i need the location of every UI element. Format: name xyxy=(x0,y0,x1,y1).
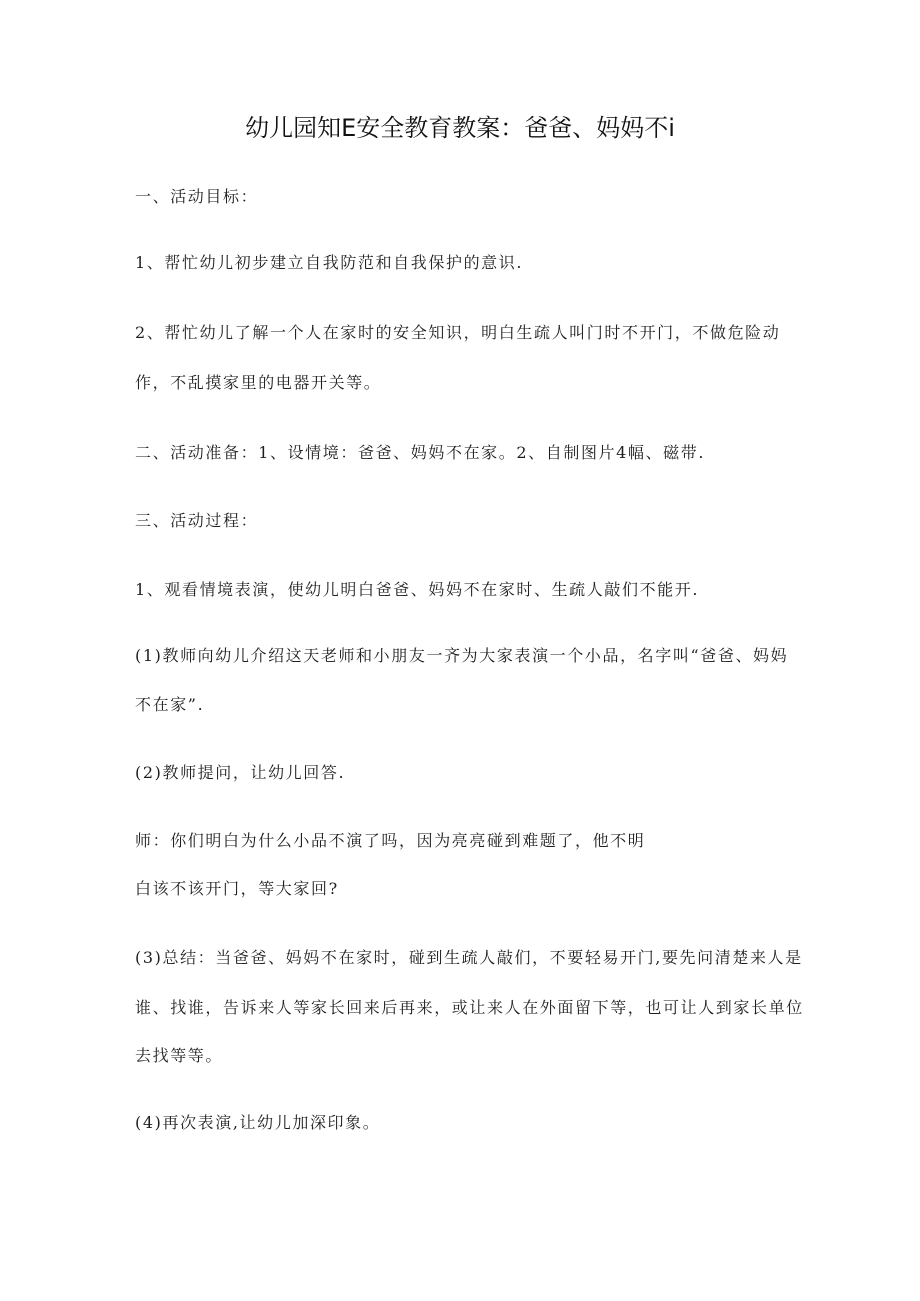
process-step-3-line-2: 谁、找谁，告诉来人等家长回来后再来，或让来人在外面留下等，也可让人到家长单位 xyxy=(135,998,804,1017)
process-step-4: (4)再次表演,让幼儿加深印象。 xyxy=(135,1113,381,1132)
process-step-1-line-2: 不在家”. xyxy=(135,695,205,714)
goal-item-1: 1、帮忙幼儿初步建立自我防范和自我保护的意识. xyxy=(135,253,524,272)
document-title: 幼儿园知E安全教育教案：爸爸、妈妈不i xyxy=(245,114,675,142)
process-step-2: (2)教师提问，让幼儿回答. xyxy=(135,763,346,782)
process-step-3-line-1: (3)总结：当爸爸、妈妈不在家时，碰到生疏人敲们，不要轻易开门,要先问清楚来人是 xyxy=(135,948,803,967)
process-item-1: 1、观看情境表演，使幼儿明白爸爸、妈妈不在家时、生疏人敲们不能开. xyxy=(135,580,700,599)
goal-item-2-line-2: 作，不乱摸家里的电器开关等。 xyxy=(135,373,382,392)
teacher-line-1: 师：你们明白为什么小品不演了吗，因为亮亮碰到难题了，他不明 xyxy=(135,831,646,850)
section-heading-process: 三、活动过程： xyxy=(135,511,259,530)
goal-item-2-line-1: 2、帮忙幼儿了解一个人在家时的安全知识，明白生疏人叫门时不开门，不做危险动 xyxy=(135,323,781,342)
process-step-1-line-1: (1)教师向幼儿介绍这天老师和小朋友一齐为大家表演一个小品，名字叫“爸爸、妈妈 xyxy=(135,646,789,665)
section-heading-preparation: 二、活动准备：1、设情境：爸爸、妈妈不在家。2、自制图片4幅、磁带. xyxy=(135,443,706,462)
teacher-line-2: 白该不该开门，等大家回? xyxy=(135,879,339,898)
section-heading-goals: 一、活动目标： xyxy=(135,187,259,206)
process-step-3-line-3: 去找等等。 xyxy=(135,1046,224,1065)
